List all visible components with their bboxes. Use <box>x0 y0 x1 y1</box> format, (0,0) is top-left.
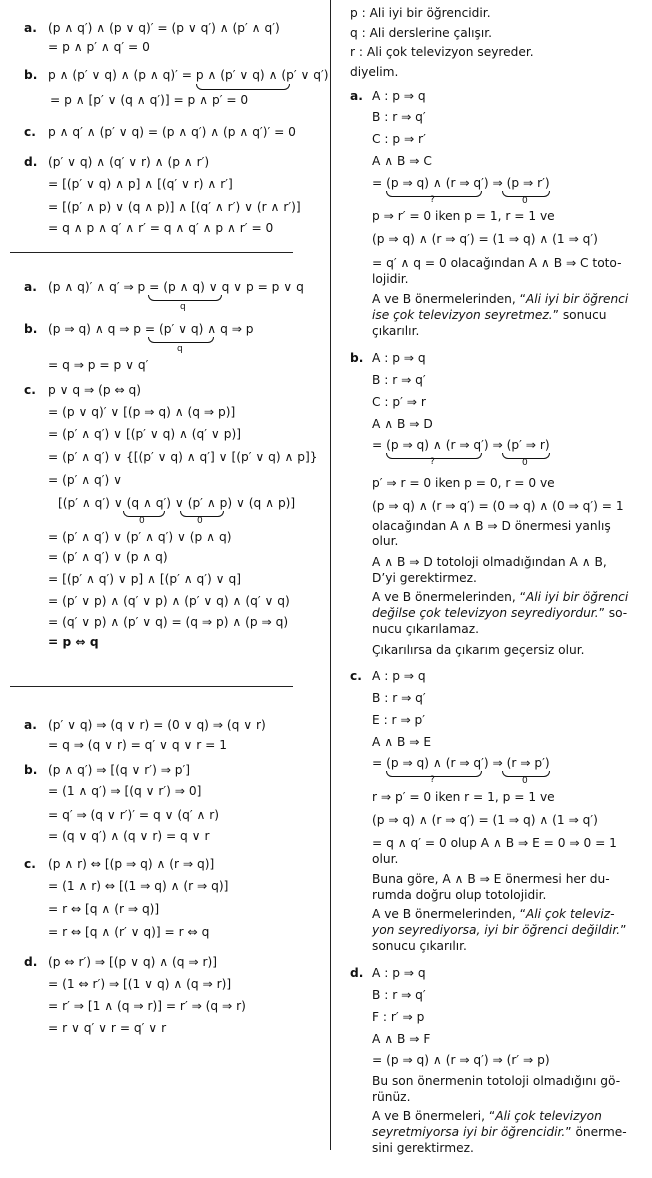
text-line: yon seyrediyorsa, iyi bir öğrenci değildir.” <box>372 923 627 937</box>
item-label: b. <box>24 322 38 336</box>
formula-line: = (p ∨ q)′ ∨ [(p ⇒ q) ∧ (q ⇒ p)] <box>48 405 236 419</box>
formula-line: = (p′ ∧ q′) ∨ (p′ ∧ q′) ∨ (p ∧ q) <box>48 530 232 544</box>
formula-line: (p ⇒ q) ∧ q ⇒ p = (p′ ∨ q) ∧ q ⇒ p <box>48 322 254 336</box>
text-line: lojidir. <box>372 272 409 286</box>
item-label: d. <box>24 155 38 169</box>
formula-line: A : p ⇒ q <box>372 351 426 365</box>
text-line: (p ⇒ q) ∧ (r ⇒ q′) = (1 ⇒ q) ∧ (1 ⇒ q′) <box>372 232 598 246</box>
formula-line: E : r ⇒ p′ <box>372 713 426 727</box>
formula-line: A ∧ B ⇒ C <box>372 154 432 168</box>
text-line: = q′ ∧ q = 0 olacağından A ∧ B ⇒ C toto- <box>372 256 622 270</box>
item-label: c. <box>24 125 36 139</box>
column-divider <box>330 0 331 1150</box>
text-line: (p ⇒ q) ∧ (r ⇒ q′) = (0 ⇒ q) ∧ (0 ⇒ q′) = 1 <box>372 499 624 513</box>
item-label: a. <box>24 21 37 35</box>
text-line: A ∧ B ⇒ D totoloji olmadığından A ∧ B, <box>372 555 607 569</box>
text-line: A ve B önermelerinden, “Ali çok televiz- <box>372 907 615 921</box>
underbrace <box>148 337 214 343</box>
brace-result: q <box>177 344 183 354</box>
text-line: p ⇒ r′ = 0 iken p = 1, r = 1 ve <box>372 209 555 223</box>
text-line: değilse çok televizyon seyrediyordur.” so- <box>372 606 628 620</box>
formula-line: = r′ ⇒ [1 ∧ (q ⇒ r)] = r′ ⇒ (q ⇒ r) <box>48 999 246 1013</box>
formula-line: = (p ⇒ q) ∧ (r ⇒ q′) ⇒ (p ⇒ r′) <box>372 176 550 190</box>
item-label: c. <box>350 669 362 683</box>
formula-line: = p ∧ [p′ ∨ (q ∧ q′)] = p ∧ p′ = 0 <box>50 93 249 107</box>
formula-line: = (p′ ∧ q′) ∨ [(p′ ∨ q) ∧ (q′ ∨ p)] <box>48 427 241 441</box>
formula-line: C : p′ ⇒ r <box>372 395 426 409</box>
item-label: d. <box>24 955 38 969</box>
text-line: Bu son önermenin totoloji olmadığını gö- <box>372 1074 621 1088</box>
formula-line: (p ∧ q)′ ∧ q′ ⇒ p = (p ∧ q) ∨ q ∨ p = p ∨ q <box>48 280 304 294</box>
formula-line: A ∧ B ⇒ F <box>372 1032 431 1046</box>
item-label: b. <box>24 763 38 777</box>
item-label: a. <box>24 718 37 732</box>
formula-line: (p ∧ q′) ∧ (p ∨ q)′ = (p ∨ q′) ∧ (p′ ∧ q′) <box>48 21 280 35</box>
item-label: c. <box>24 857 36 871</box>
formula-line: = q ⇒ (q ∨ r) = q′ ∨ q ∨ r = 1 <box>48 738 227 752</box>
formula-line: A : p ⇒ q <box>372 966 426 980</box>
text-line: rünüz. <box>372 1090 411 1104</box>
formula-line: = p ∧ p′ ∧ q′ = 0 <box>48 40 150 54</box>
formula-line: = [(p′ ∨ q) ∧ p] ∧ [(q′ ∨ r) ∧ r′] <box>48 177 233 191</box>
formula-line: B : r ⇒ q′ <box>372 110 426 124</box>
formula-line: = (q′ ∨ p) ∧ (p′ ∨ q) = (q ⇒ p) ∧ (p ⇒ q) <box>48 615 289 629</box>
formula-line: = [(p′ ∧ q′) ∨ p] ∧ [(p′ ∧ q′) ∨ q] <box>48 572 241 586</box>
formula-line: = q′ ⇒ (q ∨ r′)′ = q ∨ (q′ ∧ r) <box>48 808 220 822</box>
formula-line: F : r′ ⇒ p <box>372 1010 425 1024</box>
formula-line: = (p′ ∧ q′) ∨ {[(p′ ∨ q) ∧ q′] ∨ [(p′ ∨ q) ∧ p]} <box>48 450 318 464</box>
section-divider-1 <box>10 252 293 253</box>
brace-result: 0 <box>139 516 145 526</box>
formula-line: = r ⇔ [q ∧ (r′ ∨ q)] = r ⇔ q <box>48 925 210 939</box>
section-divider-2 <box>10 686 293 687</box>
text-line: rumda doğru olup totolojidir. <box>372 888 547 902</box>
text-line: = q ∧ q′ = 0 olup A ∧ B ⇒ E = 0 ⇒ 0 = 1 <box>372 836 617 850</box>
text-line: sini gerektirmez. <box>372 1141 474 1155</box>
underbrace <box>148 295 222 301</box>
text-line: sonucu çıkarılır. <box>372 939 467 953</box>
intro-line: p : Ali iyi bir öğrencidir. <box>350 6 491 20</box>
formula-line: (p ⇔ r′) ⇒ [(p ∨ q) ∧ (q ⇒ r)] <box>48 955 217 969</box>
text-line: r ⇒ p′ = 0 iken r = 1, p = 1 ve <box>372 790 555 804</box>
formula-line: B : r ⇒ q′ <box>372 988 426 1002</box>
formula-line: = (1 ⇔ r′) ⇒ [(1 ∨ q) ∧ (q ⇒ r)] <box>48 977 232 991</box>
formula-line: A ∧ B ⇒ D <box>372 417 433 431</box>
item-label: a. <box>24 280 37 294</box>
text-line: Buna göre, A ∧ B ⇒ E önermesi her du- <box>372 872 610 886</box>
formula-line: = (p′ ∧ q′) ∨ <box>48 473 123 487</box>
text-line: çıkarılır. <box>372 324 420 338</box>
formula-line: B : r ⇒ q′ <box>372 691 426 705</box>
formula-line: = r ∨ q′ ∨ r = q′ ∨ r <box>48 1021 167 1035</box>
intro-line: q : Ali derslerine çalışır. <box>350 26 492 40</box>
brace-result: 0 <box>522 458 528 468</box>
formula-line: p ∧ q′ ∧ (p′ ∨ q) = (p ∧ q′) ∧ (p ∧ q′)′ = 0 <box>48 125 296 139</box>
text-line: D’yi gerektirmez. <box>372 571 477 585</box>
formula-line: p ∧ (p′ ∨ q) ∧ (p ∧ q)′ = p ∧ (p′ ∨ q) ∧ (p′ ∨ q′) <box>48 68 329 82</box>
formula-line: A : p ⇒ q <box>372 669 426 683</box>
text-line: A ve B önermeleri, “Ali çok televizyon <box>372 1109 602 1123</box>
formula-line: = (p′ ∧ q′) ∨ (p ∧ q) <box>48 550 168 564</box>
text-line: ise çok televizyon seyretmez.” sonucu <box>372 308 607 322</box>
formula-line: (p ∧ q′) ⇒ [(q ∨ r′) ⇒ p′] <box>48 763 191 777</box>
text-line: olur. <box>372 534 399 548</box>
intro-line: diyelim. <box>350 65 399 79</box>
formula-line: = r ⇔ [q ∧ (r ⇒ q)] <box>48 902 160 916</box>
text-line: Çıkarılırsa da çıkarım geçersiz olur. <box>372 643 585 657</box>
formula-line: = (q ∨ q′) ∧ (q ∨ r) = q ∨ r <box>48 829 210 843</box>
formula-line: = p ⇔ q <box>48 635 99 649</box>
text-line: nucu çıkarılamaz. <box>372 622 480 636</box>
text-line: olur. <box>372 852 399 866</box>
brace-result: ? <box>430 195 435 205</box>
item-label: d. <box>350 966 364 980</box>
formula-line: = (1 ∧ r) ⇔ [(1 ⇒ q) ∧ (r ⇒ q)] <box>48 879 229 893</box>
brace-result: ? <box>430 457 435 467</box>
formula-line: C : p ⇒ r′ <box>372 132 426 146</box>
item-label: b. <box>350 351 364 365</box>
formula-line: = q ∧ p ∧ q′ ∧ r′ = q ∧ q′ ∧ p ∧ r′ = 0 <box>48 221 274 235</box>
brace-result: 0 <box>522 776 528 786</box>
formula-line: A : p ⇒ q <box>372 89 426 103</box>
formula-line: A ∧ B ⇒ E <box>372 735 432 749</box>
formula-line: [(p′ ∧ q′) ∨ (q ∧ q′) ∨ (p′ ∧ p) ∨ (q ∧ p)] <box>58 496 296 510</box>
brace-result: 0 <box>522 196 528 206</box>
brace-result: 0 <box>197 516 203 526</box>
text-line: p′ ⇒ r = 0 iken p = 0, r = 0 ve <box>372 476 555 490</box>
formula-line: (p ∧ r) ⇔ [(p ⇒ q) ∧ (r ⇒ q)] <box>48 857 215 871</box>
brace-result: ? <box>430 775 435 785</box>
formula-line: = q ⇒ p = p ∨ q′ <box>48 358 149 372</box>
item-label: c. <box>24 383 36 397</box>
formula-line: B : r ⇒ q′ <box>372 373 426 387</box>
text-line: seyretmiyorsa iyi bir öğrencidir.” önerme- <box>372 1125 627 1139</box>
formula-line: = (1 ∧ q′) ⇒ [(q ∨ r′) ⇒ 0] <box>48 784 202 798</box>
formula-line: = [(p′ ∧ p) ∨ (q ∧ p)] ∧ [(q′ ∧ r′) ∨ (r ∧ r′)] <box>48 200 301 214</box>
formula-line: = (p′ ∨ p) ∧ (q′ ∨ p) ∧ (p′ ∨ q) ∧ (q′ ∨ q) <box>48 594 290 608</box>
formula-line: = (p ⇒ q) ∧ (r ⇒ q′) ⇒ (r ⇒ p′) <box>372 756 550 770</box>
text-line: olacağından A ∧ B ⇒ D önermesi yanlış <box>372 519 611 533</box>
formula-line: p ∨ q ⇒ (p ⇔ q) <box>48 383 142 397</box>
item-label: b. <box>24 68 38 82</box>
formula-line: (p′ ∨ q) ∧ (q′ ∨ r) ∧ (p ∧ r′) <box>48 155 210 169</box>
intro-line: r : Ali çok televizyon seyreder. <box>350 45 534 59</box>
brace-result: q <box>180 302 186 312</box>
text-line: (p ⇒ q) ∧ (r ⇒ q′) = (1 ⇒ q) ∧ (1 ⇒ q′) <box>372 813 598 827</box>
item-label: a. <box>350 89 363 103</box>
text-line: A ve B önermelerinden, “Ali iyi bir öğrenci <box>372 590 629 604</box>
text-line: A ve B önermelerinden, “Ali iyi bir öğrenci <box>372 292 629 306</box>
formula-line: = (p ⇒ q) ∧ (r ⇒ q′) ⇒ (r′ ⇒ p) <box>372 1053 550 1067</box>
underbrace <box>196 84 290 90</box>
formula-line: = (p ⇒ q) ∧ (r ⇒ q′) ⇒ (p′ ⇒ r) <box>372 438 550 452</box>
formula-line: (p′ ∨ q) ⇒ (q ∨ r) = (0 ∨ q) ⇒ (q ∨ r) <box>48 718 266 732</box>
